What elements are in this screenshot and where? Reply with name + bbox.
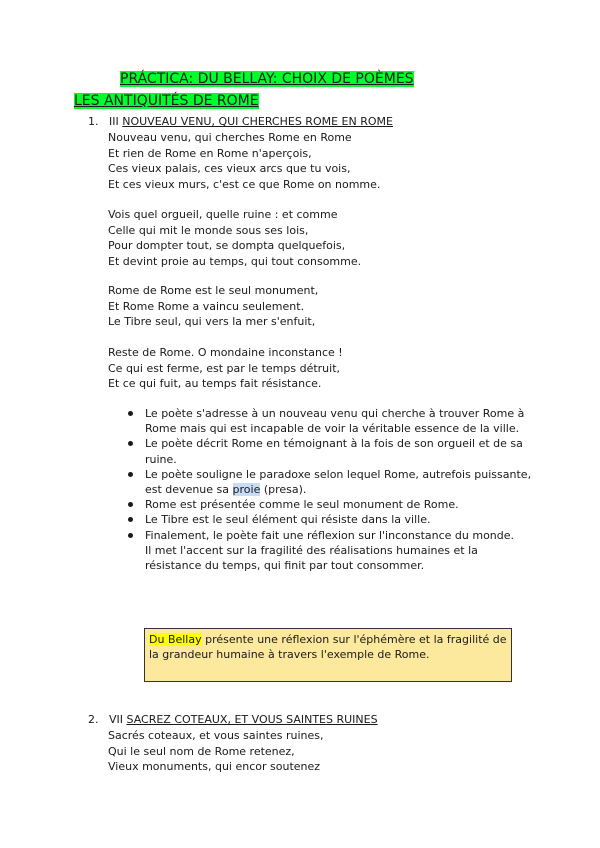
poem2-number: 2. bbox=[88, 713, 99, 726]
poem2-title: SACREZ COTEAUX, ET VOUS SAINTES RUINES bbox=[126, 713, 378, 726]
verse-line: Et rien de Rome en Rome n'aperçois, bbox=[108, 146, 312, 160]
poem1-stanza-3 bbox=[108, 283, 318, 330]
verse-line: Le Tibre seul, qui vers la mer s'enfuit, bbox=[108, 315, 316, 329]
verse-line: Celle qui mit le monde sous ses lois, bbox=[108, 223, 309, 237]
verse-line: Et Rome Rome a vaincu seulement. bbox=[108, 299, 305, 313]
poem1-title: NOUVEAU VENU, QUI CHERCHES ROME EN ROME bbox=[122, 115, 393, 128]
verse-line: Et devint proie au temps, qui tout consomme. bbox=[108, 255, 362, 269]
poem1-stanza-2 bbox=[108, 207, 361, 270]
summary-box bbox=[144, 628, 512, 682]
bullet-icon bbox=[128, 411, 133, 416]
poem1-stanza-4 bbox=[108, 345, 343, 392]
poem1-roman: III bbox=[109, 115, 119, 128]
verse-line: Vieux monuments, qui encor soutenez bbox=[108, 760, 321, 774]
verse-line: Reste de Rome. O mondaine inconstance ! bbox=[108, 346, 343, 359]
verse-line: Et ces vieux murs, c'est ce que Rome on nomme. bbox=[108, 178, 381, 192]
list-item: Le poète décrit Rome en témoignant à la fois de son orgueil et de sa ruine. bbox=[126, 436, 536, 466]
bullet-icon bbox=[128, 472, 133, 477]
list-item: Le poète souligne le paradoxe selon lequel Rome, autrefois puissante, est devenue sa proie (presa). bbox=[126, 467, 536, 497]
page-subtitle: LES ANTIQUITÉS DE ROME bbox=[74, 93, 259, 109]
list-item: Le Tibre est le seul élément qui résiste dans la ville. bbox=[126, 512, 536, 527]
verse-line: Sacrés coteaux, et vous saintes ruines, bbox=[108, 729, 324, 742]
poem2-stanza-1 bbox=[108, 728, 323, 775]
poem2-roman: VII bbox=[109, 713, 124, 726]
verse-line: Pour dompter tout, se dompta quelquefois, bbox=[108, 239, 346, 253]
verse-line: Nouveau venu, qui cherches Rome en Rome bbox=[108, 131, 352, 144]
verse-line: Rome de Rome est le seul monument, bbox=[108, 284, 319, 297]
list-item-continuation: Il met l'accent sur la fragilité des réalisations humaines et la résistance du temps, qui finit par tout consommer. bbox=[145, 543, 478, 573]
selected-word[interactable]: proie bbox=[232, 483, 261, 497]
verse-line: Ces vieux palais, ces vieux arcs que tu vois, bbox=[108, 162, 351, 176]
list-item: Le poète s'adresse à un nouveau venu qui cherche à trouver Rome à Rome mais qui est incapable de voir la véritable essence de la ville. bbox=[126, 406, 536, 436]
summary-text: présente une réflexion sur l'éphémère et la fragilité de la grandeur humaine à travers l'exemple de Rome. bbox=[149, 633, 507, 662]
bullet-icon bbox=[128, 517, 133, 522]
analysis-list bbox=[126, 406, 536, 573]
poem1-number: 1. bbox=[88, 115, 99, 128]
author-highlight: Du Bellay bbox=[149, 633, 202, 646]
list-item: Finalement, le poète fait une réflexion sur l'inconstance du monde. Il met l'accent sur la fragilité des réalisations humaines et la résistance du temps, qui finit par tout consommer. bbox=[126, 528, 536, 574]
verse-line: Et ce qui fuit, au temps fait résistance. bbox=[108, 377, 322, 391]
verse-line: Ce qui est ferme, est par le temps détruit, bbox=[108, 361, 341, 375]
poem1-heading bbox=[88, 114, 393, 130]
poem2-heading bbox=[88, 712, 378, 728]
verse-line: Qui le seul nom de Rome retenez, bbox=[108, 744, 295, 758]
list-item: Rome est présentée comme le seul monument de Rome. bbox=[126, 497, 536, 512]
bullet-icon bbox=[128, 533, 133, 538]
page-title: PRÁCTICA: DU BELLAY: CHOIX DE POÈMES bbox=[120, 71, 414, 87]
bullet-icon bbox=[128, 441, 133, 446]
verse-line: Vois quel orgueil, quelle ruine : et comme bbox=[108, 208, 338, 221]
bullet-icon bbox=[128, 502, 133, 507]
poem1-stanza-1 bbox=[108, 130, 380, 193]
